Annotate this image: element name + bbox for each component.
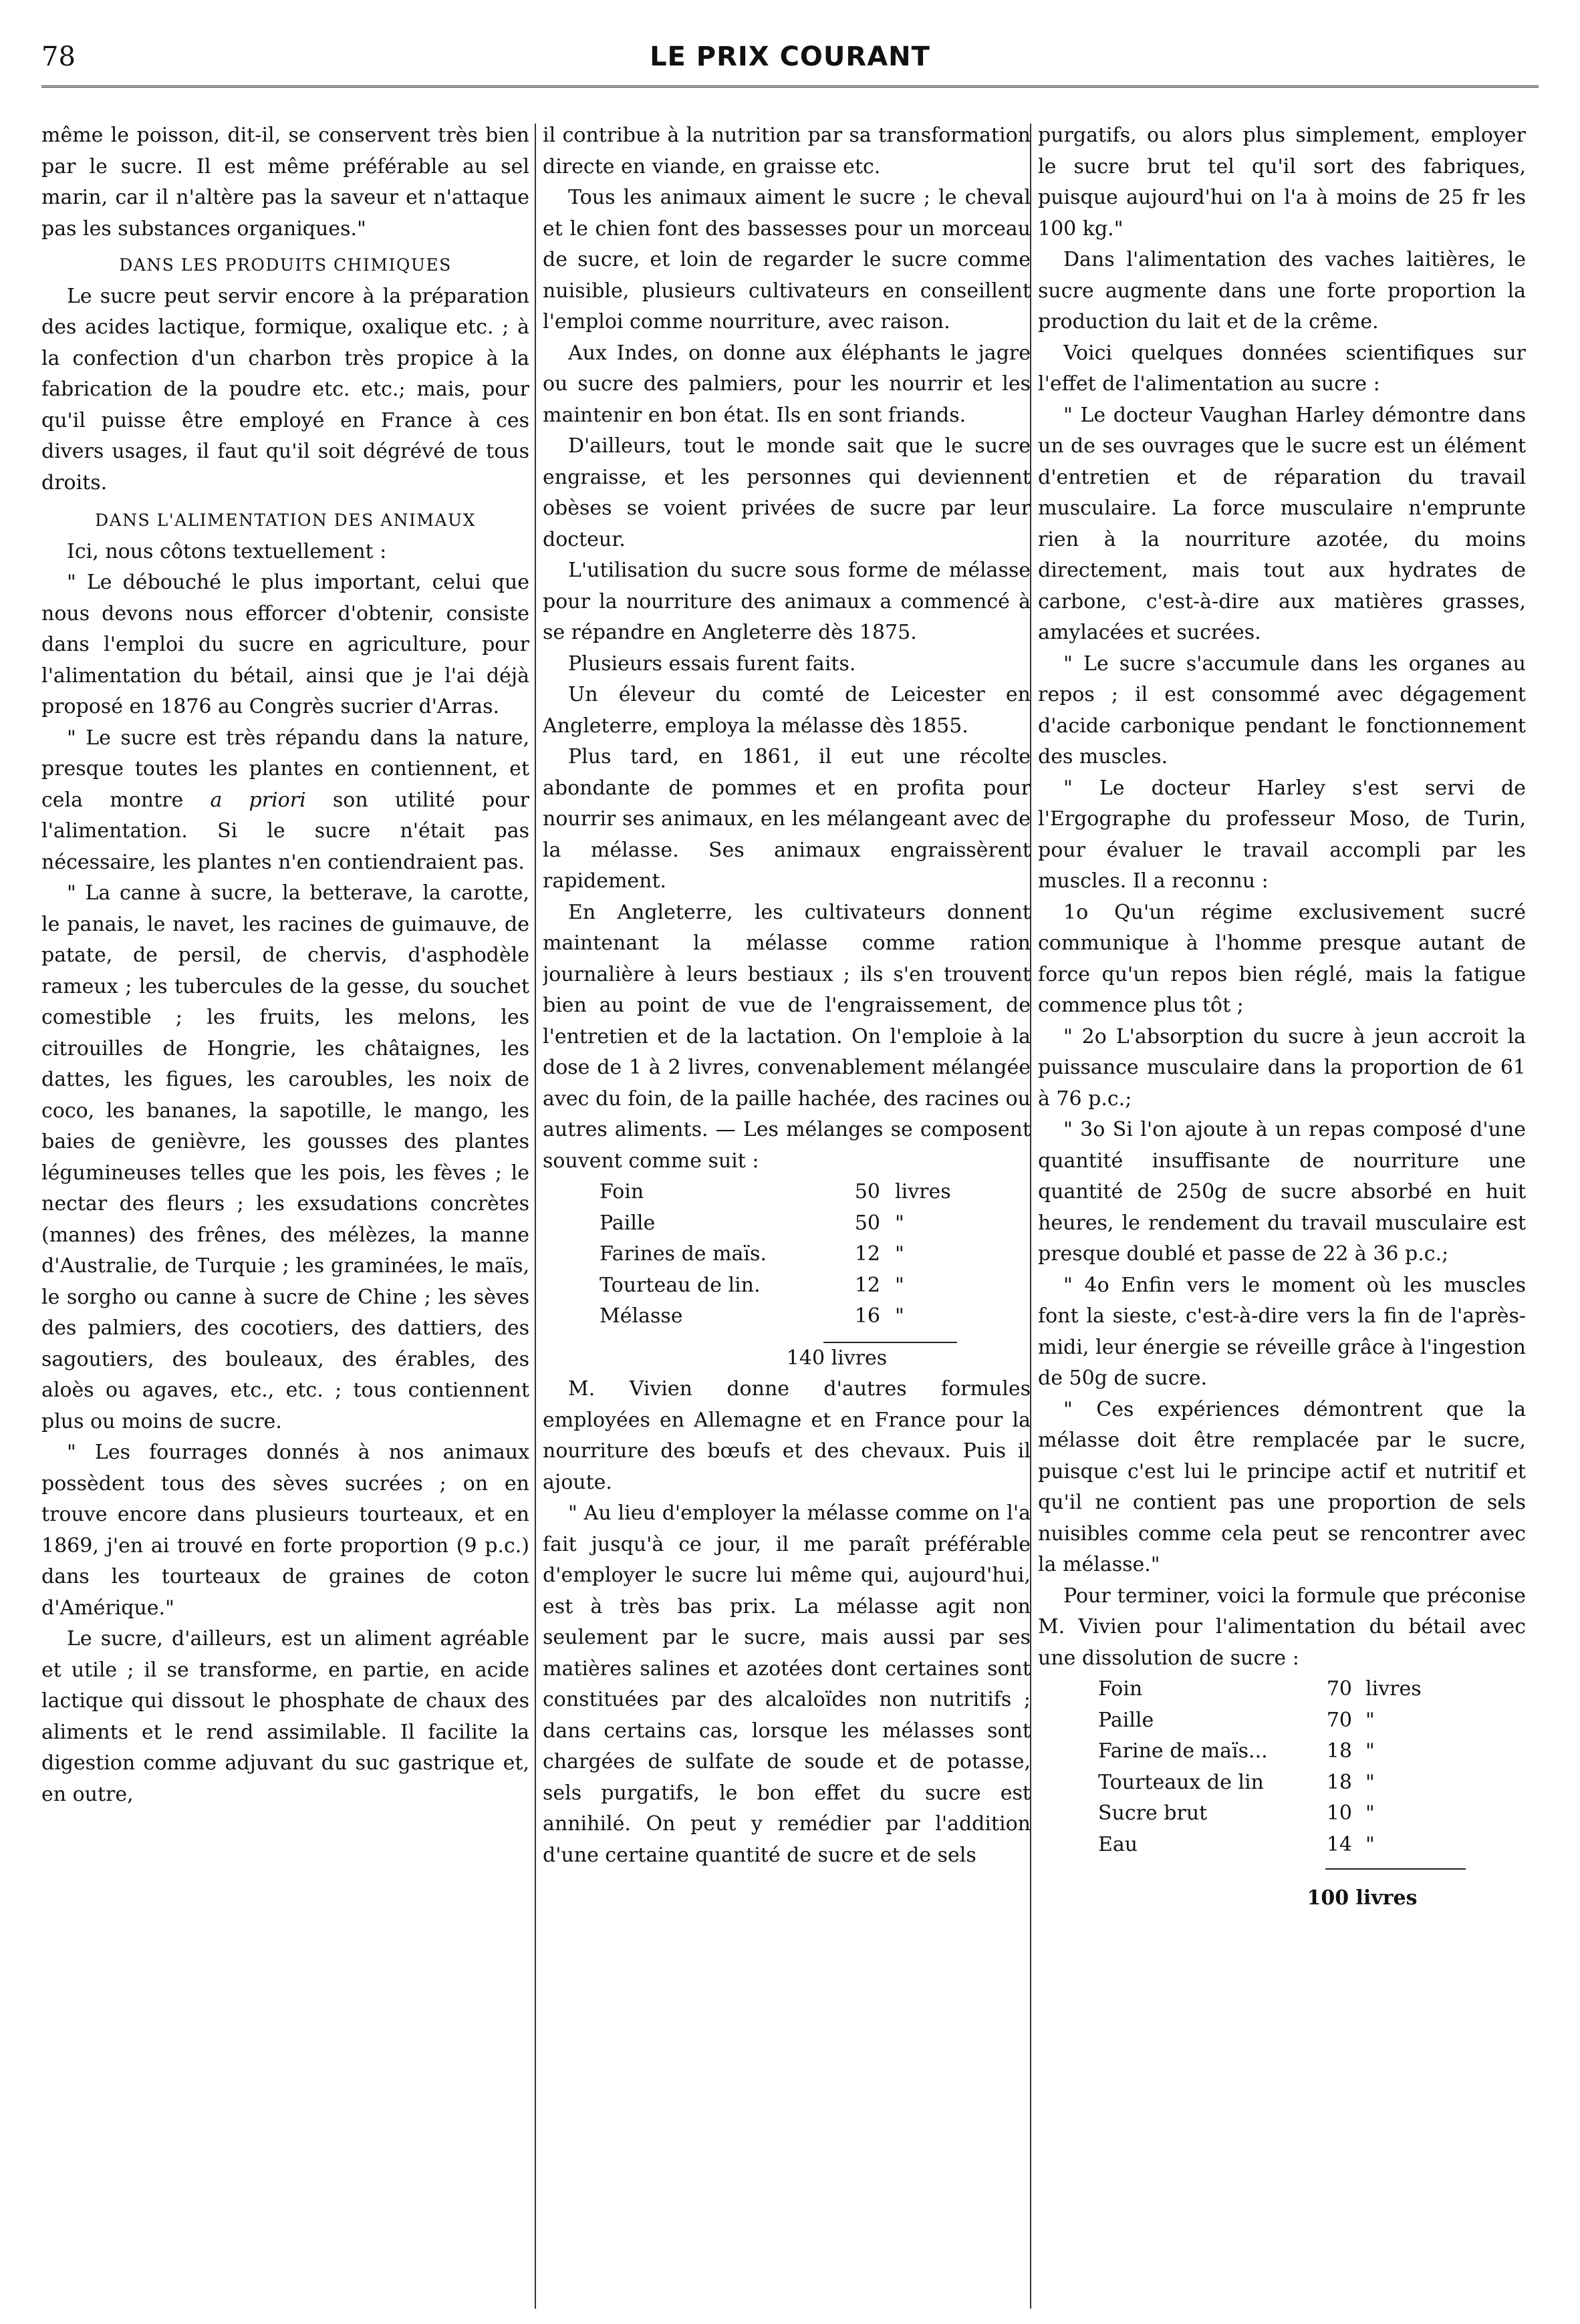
- ingredient-name: Foin: [1098, 1677, 1143, 1701]
- paragraph: Pour terminer, voici la formule que préconise M. Vivien pour l'alimentation du bétail avec une dissolution de sucre :: [1038, 1584, 1526, 1670]
- paragraph: 1o Qu'un régime exclusivement sucré communique à l'homme presque autant de force qu'un repos bien réglé, mais la fatigue commence plus tôt ;: [1038, 900, 1526, 1017]
- ingredient-name: Paille: [600, 1211, 656, 1235]
- paragraph: " Le docteur Vaughan Harley démontre dans un de ses ouvrages que le sucre est un élément d'entretien et de réparation du travail musculaire. La force musculaire n'emprunte rien à la nourriture azotée, du moins directement, mais tout aux hydrates de carbone, c'est-à-dire aux matières grasses, amylacées et sucrées.: [1038, 403, 1526, 644]
- ingredient-unit: ": [895, 1242, 904, 1266]
- table-row: [1098, 1674, 1446, 1705]
- paragraph: L'utilisation du sucre sous forme de mélasse pour la nourriture des animaux a commencé à se répandre en Angleterre dès 1875.: [543, 559, 1031, 644]
- paragraph: " Les fourrages donnés à nos animaux possèdent tous des sèves sucrées ; on en trouve encore dans plusieurs tourteaux, et en 1869, j'en ai trouvé en forte proportion (9 p.c.) dans les tourteaux de graines de coton d'Amérique.": [41, 1441, 529, 1620]
- ingredient-unit: livres: [1365, 1677, 1422, 1701]
- ingredient-name: Paille: [1098, 1708, 1154, 1732]
- paragraph: " 4o Enfin vers le moment où les muscles font la sieste, c'est-à-dire vers la fin de l'après-midi, leur énergie se réveille grâce à l'ingestion de 50g de sucre.: [1038, 1273, 1526, 1390]
- paragraph: " Ces expériences démontrent que la mélasse doit être remplacée par le sucre, puisque c'est lui le principe actif et nutritif et qu'il ne contient pas une proportion de sels nuisibles comme cela peut se rencontrer avec la mélasse.": [1038, 1397, 1526, 1576]
- ingredient-unit: ": [1365, 1739, 1375, 1763]
- ingredient-quantity: 50: [854, 1211, 880, 1235]
- header-rule: [41, 86, 1539, 88]
- table-row: [600, 1301, 974, 1332]
- paragraph: " Le docteur Harley s'est servi de l'Ergographe du professeur Moso, de Turin, pour évaluer le travail accompli par les muscles. Il a reconnu :: [1038, 776, 1526, 893]
- ingredient-name: Farines de maïs.: [600, 1242, 767, 1266]
- ingredient-quantity: 12: [854, 1273, 880, 1297]
- ingredient-unit: ": [1365, 1708, 1375, 1732]
- column-divider: [535, 124, 536, 2309]
- page-title: LE PRIX COURANT: [650, 41, 930, 72]
- column-3: [1038, 120, 1526, 2289]
- ingredient-name: Mélasse: [600, 1304, 683, 1328]
- ingredient-quantity: 14: [1326, 1832, 1352, 1856]
- ingredient-quantity: 70: [1326, 1677, 1352, 1701]
- table-row: [600, 1177, 974, 1208]
- paragraph: Le sucre peut servir encore à la préparation des acides lactique, formique, oxalique etc. ; à la confection d'un charbon très propice à la fabrication de la poudre etc. etc.; mais, pour qu'il puisse être employé en France à ces divers usages, il faut qu'il soit dégrévé de tous droits.: [41, 284, 529, 494]
- table-row: [600, 1270, 974, 1302]
- ingredient-quantity: 18: [1326, 1739, 1352, 1763]
- table-row: [600, 1208, 974, 1240]
- text-run: " Le sucre est très répandu dans la nature, presque toutes les plantes en contiennent, et cela montre: [41, 726, 529, 812]
- ingredient-unit: ": [895, 1273, 904, 1297]
- ingredient-name: Eau: [1098, 1832, 1138, 1856]
- paragraph: " Le débouché le plus important, celui que nous devons nous efforcer d'obtenir, consiste dans l'emploi du sucre en agriculture, pour l'alimentation du bétail, ainsi que je l'ai déjà proposé en 1876 au Congrès sucrier d'Arras.: [41, 571, 529, 718]
- ingredient-name: Tourteau de lin.: [600, 1273, 761, 1297]
- section-heading: DANS LES PRODUITS CHIMIQUES: [119, 255, 452, 275]
- paragraph: " Le sucre s'accumule dans les organes au repos ; il est consommé avec dégagement d'acide carbonique pendant le fonctionnement des muscles.: [1038, 651, 1526, 768]
- ingredient-unit: ": [1365, 1832, 1375, 1856]
- table-row: [1098, 1736, 1446, 1767]
- ingredient-quantity: 50: [854, 1180, 880, 1203]
- paragraph: Dans l'alimentation des vaches laitières, le sucre augmente dans une forte proportion la production du lait et de la crême.: [1038, 248, 1526, 333]
- ingredient-name: Farine de maïs...: [1098, 1739, 1268, 1763]
- table-row: [600, 1239, 974, 1270]
- paragraph: Le sucre, d'ailleurs, est un aliment agréable et utile ; il se transforme, en partie, en acide lactique qui dissout le phosphate de chaux des aliments et le rend assimilable. Il facilite la digestion comme adjuvant du suc gastrique et, en outre,: [41, 1627, 529, 1806]
- paragraph: il contribue à la nutrition par sa transformation directe en viande, en graisse etc.: [543, 124, 1031, 178]
- table-row: [1098, 1798, 1446, 1830]
- ingredient-name: Sucre brut: [1098, 1801, 1208, 1825]
- paragraph: " La canne à sucre, la betterave, la carotte, le panais, le navet, les racines de guimauve, de patate, de persil, de chervis, d'asphodèle rameux ; les tubercules de la gesse, du souchet comestible ; les fruits, les melons, les citrouilles de Hongrie, les châtaignes, les dattes, les figues, les caroubles, les noix de coco, les bananes, la sapotille, le mango, les baies de genièvre, les gousses des plantes légumineuses telles que les pois, les fèves ; le nectar des fleurs ; les exsudations concrètes (mannes) des frênes, des mélèzes, la manne d'Australie, de Turquie ; les graminées, le maïs, le sorgho ou canne à sucre de Chine ; les sèves des palmiers, des cocotiers, des dattiers, des sagoutiers, des bouleaux, des érables, des aloès ou agaves, etc., etc. ; tous contiennent plus ou moins de sucre.: [41, 881, 529, 1433]
- paragraph: Plusieurs essais furent faits.: [568, 651, 856, 676]
- ingredient-unit: ": [1365, 1801, 1375, 1825]
- paragraph: D'ailleurs, tout le monde sait que le sucre engraisse, et les personnes qui deviennent obèses se voient privées de sucre par leur docteur.: [543, 434, 1031, 551]
- feed-mixture-table: [600, 1177, 974, 1332]
- table-row: [1098, 1767, 1446, 1799]
- table-row: [1098, 1705, 1446, 1737]
- ingredient-quantity: 70: [1326, 1708, 1352, 1732]
- ingredient-name: Foin: [600, 1180, 644, 1203]
- table-total: 100 livres: [1307, 1886, 1418, 1910]
- ingredient-quantity: 10: [1326, 1801, 1352, 1825]
- paragraph: purgatifs, ou alors plus simplement, employer le sucre brut tel qu'il sort des fabriques, puisque aujourd'hui on l'a à moins de 25 fr les 100 kg.": [1038, 124, 1526, 241]
- ingredient-quantity: 12: [854, 1242, 880, 1266]
- section-heading: DANS L'ALIMENTATION DES ANIMAUX: [95, 511, 476, 530]
- text-run: son utilité pour l'alimentation. Si le sucre n'était pas nécessaire, les plantes n'en contiendraient pas.: [41, 788, 529, 874]
- ingredient-quantity: 18: [1326, 1770, 1352, 1794]
- paragraph: En Angleterre, les cultivateurs donnent maintenant la mélasse comme ration journalière à leurs bestiaux ; ils s'en trouvent bien au point de vue de l'engraissement, de l'entretien et de la lactation. On l'emploie à la dose de 1 à 2 livres, convenablement mélangée avec du foin, de la paille hachée, des racines ou autres aliments. — Les mélanges se composent souvent comme suit :: [543, 900, 1031, 1173]
- paragraph: " 3o Si l'on ajoute à un repas composé d'une quantité insuffisante de nourriture une quantité de 250g de sucre absorbé en huit heures, le rendement du travail musculaire est presque doublé et passe de 22 à 36 p.c.;: [1038, 1118, 1526, 1266]
- paragraph: Tous les animaux aiment le sucre ; le cheval et le chien font des bassesses pour un morceau de sucre, et loin de regarder le sucre comme nuisible, plusieurs cultivateurs en conseillent l'emploi comme nourriture, avec raison.: [543, 186, 1031, 333]
- ingredient-unit: ": [895, 1304, 904, 1328]
- column-2: [543, 120, 1031, 2289]
- page-number: 78: [41, 41, 76, 72]
- ingredient-name: Tourteaux de lin: [1098, 1770, 1264, 1794]
- table-total: 140 livres: [786, 1346, 888, 1370]
- table-row: [1098, 1830, 1446, 1861]
- paragraph: M. Vivien donne d'autres formules employées en Allemagne et en France pour la nourriture des bœufs et des chevaux. Puis il ajoute.: [543, 1377, 1031, 1494]
- ingredient-unit: livres: [895, 1180, 951, 1203]
- paragraph: [41, 723, 529, 879]
- italic-text: a priori: [210, 788, 306, 812]
- sum-rule: [1325, 1868, 1466, 1870]
- paragraph: Un éleveur du comté de Leicester en Angleterre, employa la mélasse dès 1855.: [543, 683, 1031, 738]
- ingredient-unit: ": [1365, 1770, 1375, 1794]
- paragraph: Ici, nous côtons textuellement :: [67, 539, 387, 563]
- paragraph: Aux Indes, on donne aux éléphants le jagre ou sucre des palmiers, pour les nourrir et les maintenir en bon état. Ils en sont friands.: [543, 341, 1031, 427]
- paragraph: même le poisson, dit-il, se conservent très bien par le sucre. Il est même préférable au sel marin, car il n'altère pas la saveur et n'attaque pas les substances organiques.": [41, 124, 529, 241]
- ingredient-unit: ": [895, 1211, 904, 1235]
- ingredient-quantity: 16: [854, 1304, 880, 1328]
- paragraph: Voici quelques données scientifiques sur l'effet de l'alimentation au sucre :: [1038, 341, 1526, 396]
- paragraph: Plus tard, en 1861, il eut une récolte abondante de pommes et en profita pour nourrir ses animaux, en les mélangeant avec de la mélasse. Ses animaux engraissèrent rapidement.: [543, 745, 1031, 893]
- paragraph: " 2o L'absorption du sucre à jeun accroit la puissance musculaire dans la proportion de 61 à 76 p.c.;: [1038, 1024, 1526, 1111]
- column-1: [41, 120, 529, 2289]
- sugar-feed-formula-table: [1098, 1674, 1446, 1860]
- paragraph: " Au lieu d'employer la mélasse comme on l'a fait jusqu'à ce jour, il me paraît préférable d'employer le sucre lui même qui, aujourd'hui, est à très bas prix. La mélasse agit non seulement par le sucre, mais aussi par ses matières salines et azotées dont certaines sont constituées par des alcaloïdes non nutritifs ; dans certains cas, lorsque les mélasses sont chargées de sulfate de soude et de potasse, sels purgatifs, le bon effet du sucre est annihilé. On peut y remédier par l'addition d'une certaine quantité de sucre et de sels: [543, 1501, 1031, 1867]
